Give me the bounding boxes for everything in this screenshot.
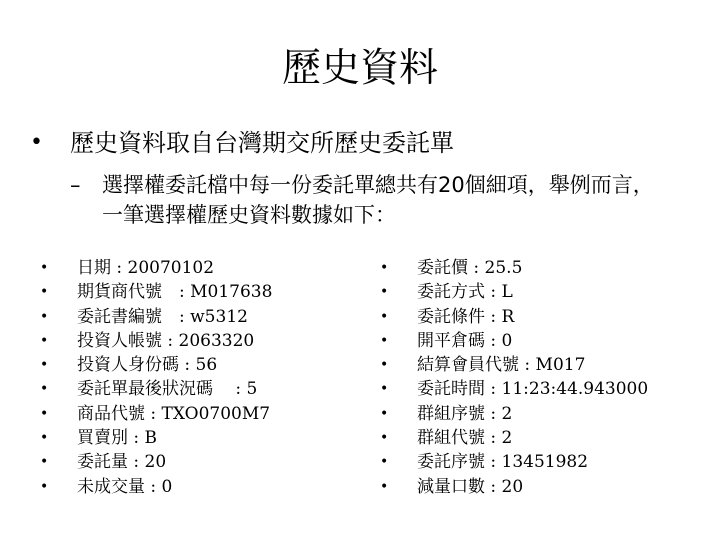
- bullet-marker: •: [40, 454, 49, 471]
- list-item-text: 開平倉碼 : 0: [417, 330, 513, 351]
- list-item: [380, 329, 700, 353]
- list-item-text: 群組代號 : 2: [417, 428, 513, 449]
- bullet-marker: •: [40, 381, 49, 398]
- list-item: [380, 426, 700, 450]
- list-item: [380, 305, 700, 329]
- right-field-list: [380, 256, 700, 499]
- bullet-marker: •: [380, 405, 389, 422]
- bullet-marker: •: [380, 357, 389, 374]
- list-item: [40, 475, 340, 499]
- list-item: [40, 426, 340, 450]
- list-item-text: 委託量 : 20: [77, 452, 167, 473]
- list-item-text: 買賣別 : B: [77, 428, 158, 449]
- list-item-text: 投資人帳號 : 2063320: [77, 330, 255, 351]
- bullet-marker: •: [380, 454, 389, 471]
- list-item-text: 委託序號 : 13451982: [417, 452, 589, 473]
- bullet-marker: •: [40, 357, 49, 374]
- bullet-marker: •: [30, 130, 43, 155]
- list-item: [40, 256, 340, 280]
- list-item: [40, 450, 340, 474]
- sub-bullet-marker: –: [70, 173, 81, 197]
- list-item: [40, 402, 340, 426]
- list-item: [40, 329, 340, 353]
- slide-title: 歷史資料: [281, 46, 438, 91]
- list-item-text: 委託單最後狀況碼 : 5: [77, 379, 258, 400]
- list-item: [40, 353, 340, 377]
- bullet-marker: •: [380, 430, 389, 447]
- list-item-text: 群組序號 : 2: [417, 403, 513, 424]
- sub-bullet-text: 選擇權委託檔中每一份委託單總共有20個細項，舉例而言，一筆選擇權歷史資料數據如下：: [102, 173, 654, 227]
- bullet-marker: •: [380, 260, 389, 276]
- list-item-text: 期貨商代號 : M017638: [77, 282, 273, 303]
- list-item-text: 減量口數 : 20: [417, 476, 524, 497]
- bullet-marker: •: [380, 381, 389, 398]
- list-item-text: 結算會員代號 : M017: [417, 355, 586, 376]
- bullet-marker: •: [40, 284, 49, 301]
- list-item-text: 商品代號 : TXO0700M7: [77, 403, 271, 424]
- list-item: [380, 280, 700, 304]
- list-item-text: 委託書編號 : w5312: [77, 306, 248, 327]
- list-item-text: 委託價 : 25.5: [417, 258, 523, 278]
- bullet-marker: •: [380, 308, 389, 325]
- list-item-text: 投資人身份碼 : 56: [77, 355, 218, 376]
- list-item-text: 委託方式 : L: [417, 282, 513, 303]
- list-item: [40, 377, 340, 401]
- list-item: [380, 475, 700, 499]
- bullet-marker: •: [380, 284, 389, 301]
- list-item-text: 委託時間 : 11:23:44.943000: [417, 379, 649, 400]
- bullet-marker: •: [380, 332, 389, 349]
- bullet-marker: •: [40, 478, 49, 495]
- left-field-list: [40, 256, 340, 499]
- list-item: [380, 450, 700, 474]
- list-item-text: 日期 : 20070102: [77, 258, 215, 278]
- list-item-text: 委託條件 : R: [417, 306, 515, 327]
- bullet-marker: •: [40, 332, 49, 349]
- bullet-marker: •: [40, 430, 49, 447]
- bullet-marker: •: [40, 260, 49, 276]
- list-item: [380, 353, 700, 377]
- bullet-marker: •: [380, 478, 389, 495]
- main-bullet-text: 歷史資料取自台灣期交所歷史委託單: [70, 129, 454, 157]
- bullet-marker: •: [40, 405, 49, 422]
- list-item-text: 未成交量 : 0: [77, 476, 173, 497]
- list-item: [380, 377, 700, 401]
- list-item: [380, 402, 700, 426]
- bullet-marker: •: [40, 308, 49, 325]
- list-item: [40, 305, 340, 329]
- list-item: [40, 280, 340, 304]
- list-item: [380, 256, 700, 280]
